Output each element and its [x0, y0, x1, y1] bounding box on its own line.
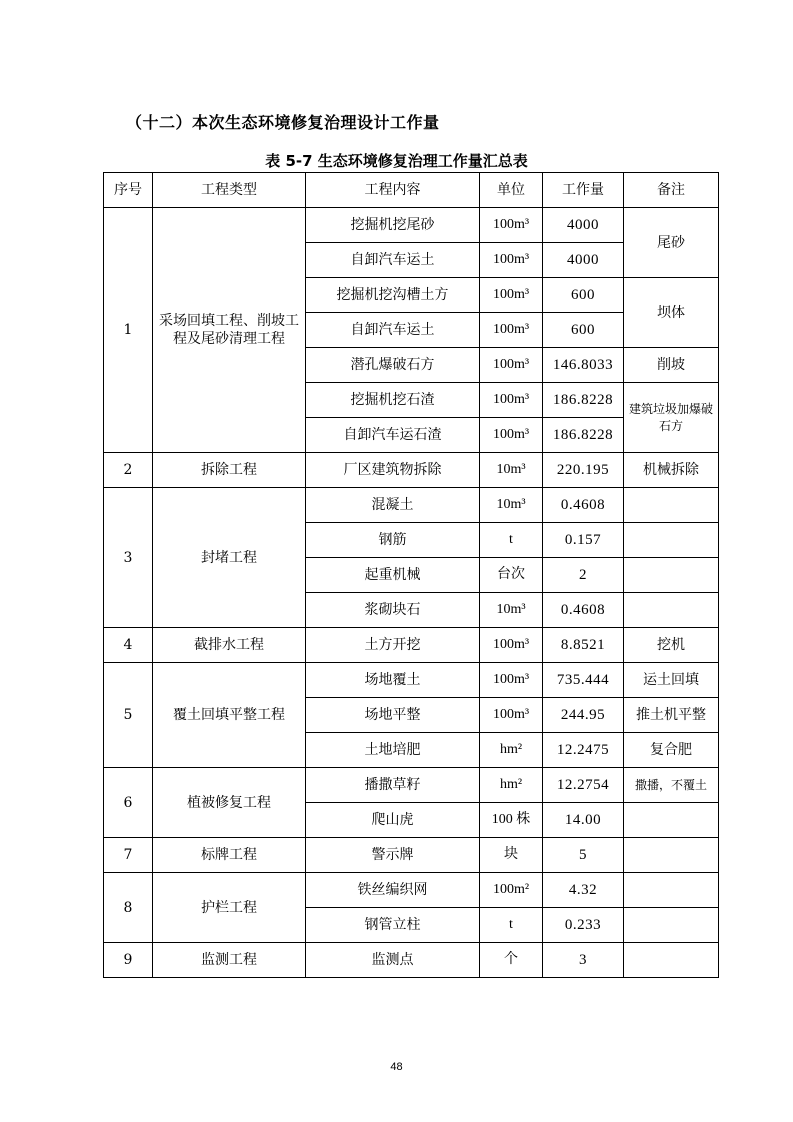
project-content: 自卸汽车运土 — [306, 313, 480, 348]
project-content: 场地平整 — [306, 698, 480, 733]
project-type: 护栏工程 — [153, 873, 306, 943]
quantity-cell: 3 — [543, 943, 624, 978]
unit-cell: 100m³ — [480, 383, 543, 418]
row-number: 6 — [104, 768, 153, 838]
project-content: 钢筋 — [306, 523, 480, 558]
quantity-cell: 220.195 — [543, 453, 624, 488]
project-content: 场地覆土 — [306, 663, 480, 698]
note-cell — [624, 488, 719, 523]
table-row — [104, 873, 719, 908]
project-type: 植被修复工程 — [153, 768, 306, 838]
note-cell: 机械拆除 — [624, 453, 719, 488]
project-content: 土地培肥 — [306, 733, 480, 768]
project-content: 警示牌 — [306, 838, 480, 873]
unit-cell: 10m³ — [480, 593, 543, 628]
note-cell: 挖机 — [624, 628, 719, 663]
row-number: 7 — [104, 838, 153, 873]
quantity-cell: 600 — [543, 278, 624, 313]
quantity-cell: 186.8228 — [543, 383, 624, 418]
header-note: 备注 — [624, 173, 719, 208]
project-type: 覆土回填平整工程 — [153, 663, 306, 768]
header-unit: 单位 — [480, 173, 543, 208]
note-cell: 尾砂 — [624, 208, 719, 278]
row-number: 5 — [104, 663, 153, 768]
quantity-cell: 0.233 — [543, 908, 624, 943]
row-number: 4 — [104, 628, 153, 663]
note-cell — [624, 873, 719, 908]
row-number: 3 — [104, 488, 153, 628]
note-cell — [624, 943, 719, 978]
table-row — [104, 943, 719, 978]
quantity-cell: 12.2754 — [543, 768, 624, 803]
project-content: 挖掘机挖尾砂 — [306, 208, 480, 243]
unit-cell: 个 — [480, 943, 543, 978]
quantity-cell: 2 — [543, 558, 624, 593]
project-type: 标牌工程 — [153, 838, 306, 873]
unit-cell: 10m³ — [480, 488, 543, 523]
project-content: 挖掘机挖石渣 — [306, 383, 480, 418]
unit-cell: 100m² — [480, 873, 543, 908]
workload-summary-table — [103, 172, 719, 978]
page-number: 48 — [390, 1061, 403, 1073]
section-heading: （十二）本次生态环境修复治理设计工作量 — [126, 113, 440, 132]
quantity-cell: 0.4608 — [543, 488, 624, 523]
quantity-cell: 12.2475 — [543, 733, 624, 768]
table-row — [104, 488, 719, 523]
project-content: 自卸汽车运土 — [306, 243, 480, 278]
unit-cell: t — [480, 908, 543, 943]
note-cell: 坝体 — [624, 278, 719, 348]
table-caption: 表 5-7 生态环境修复治理工作量汇总表 — [265, 152, 528, 170]
unit-cell: 10m³ — [480, 453, 543, 488]
project-content: 监测点 — [306, 943, 480, 978]
project-content: 厂区建筑物拆除 — [306, 453, 480, 488]
unit-cell: 100 株 — [480, 803, 543, 838]
header-type: 工程类型 — [153, 173, 306, 208]
quantity-cell: 5 — [543, 838, 624, 873]
note-cell: 建筑垃圾加爆破石方 — [624, 383, 719, 453]
unit-cell: 块 — [480, 838, 543, 873]
table-row — [104, 208, 719, 243]
note-cell: 运土回填 — [624, 663, 719, 698]
unit-cell: 台次 — [480, 558, 543, 593]
project-type: 采场回填工程、削坡工程及尾砂清理工程 — [153, 208, 306, 453]
project-content: 挖掘机挖沟槽土方 — [306, 278, 480, 313]
quantity-cell: 146.8033 — [543, 348, 624, 383]
note-cell — [624, 593, 719, 628]
table-header-row — [104, 173, 719, 208]
note-cell — [624, 558, 719, 593]
unit-cell: 100m³ — [480, 208, 543, 243]
project-content: 播撒草籽 — [306, 768, 480, 803]
row-number: 8 — [104, 873, 153, 943]
note-cell: 撒播，不覆土 — [624, 768, 719, 803]
note-cell — [624, 523, 719, 558]
table-row — [104, 453, 719, 488]
quantity-cell: 735.444 — [543, 663, 624, 698]
row-number: 9 — [104, 943, 153, 978]
unit-cell: 100m³ — [480, 418, 543, 453]
quantity-cell: 0.4608 — [543, 593, 624, 628]
note-cell: 削坡 — [624, 348, 719, 383]
project-type: 截排水工程 — [153, 628, 306, 663]
row-number: 2 — [104, 453, 153, 488]
table-row — [104, 768, 719, 803]
project-content: 铁丝编织网 — [306, 873, 480, 908]
unit-cell: 100m³ — [480, 313, 543, 348]
table-row — [104, 628, 719, 663]
project-type: 拆除工程 — [153, 453, 306, 488]
header-quantity: 工作量 — [543, 173, 624, 208]
unit-cell: t — [480, 523, 543, 558]
project-content: 土方开挖 — [306, 628, 480, 663]
row-number: 1 — [104, 208, 153, 453]
table-row — [104, 838, 719, 873]
project-content: 自卸汽车运石渣 — [306, 418, 480, 453]
project-type: 监测工程 — [153, 943, 306, 978]
quantity-cell: 186.8228 — [543, 418, 624, 453]
project-type: 封堵工程 — [153, 488, 306, 628]
quantity-cell: 4.32 — [543, 873, 624, 908]
header-content: 工程内容 — [306, 173, 480, 208]
note-cell — [624, 908, 719, 943]
project-content: 混凝土 — [306, 488, 480, 523]
table-row — [104, 663, 719, 698]
note-cell: 复合肥 — [624, 733, 719, 768]
quantity-cell: 8.8521 — [543, 628, 624, 663]
project-content: 起重机械 — [306, 558, 480, 593]
unit-cell: 100m³ — [480, 243, 543, 278]
note-cell: 推土机平整 — [624, 698, 719, 733]
unit-cell: hm² — [480, 768, 543, 803]
quantity-cell: 0.157 — [543, 523, 624, 558]
unit-cell: 100m³ — [480, 698, 543, 733]
quantity-cell: 244.95 — [543, 698, 624, 733]
header-no: 序号 — [104, 173, 153, 208]
unit-cell: 100m³ — [480, 278, 543, 313]
project-content: 浆砌块石 — [306, 593, 480, 628]
project-content: 钢管立柱 — [306, 908, 480, 943]
unit-cell: hm² — [480, 733, 543, 768]
unit-cell: 100m³ — [480, 628, 543, 663]
project-content: 爬山虎 — [306, 803, 480, 838]
quantity-cell: 4000 — [543, 208, 624, 243]
note-cell — [624, 838, 719, 873]
quantity-cell: 600 — [543, 313, 624, 348]
project-content: 潜孔爆破石方 — [306, 348, 480, 383]
unit-cell: 100m³ — [480, 348, 543, 383]
quantity-cell: 4000 — [543, 243, 624, 278]
unit-cell: 100m³ — [480, 663, 543, 698]
quantity-cell: 14.00 — [543, 803, 624, 838]
note-cell — [624, 803, 719, 838]
